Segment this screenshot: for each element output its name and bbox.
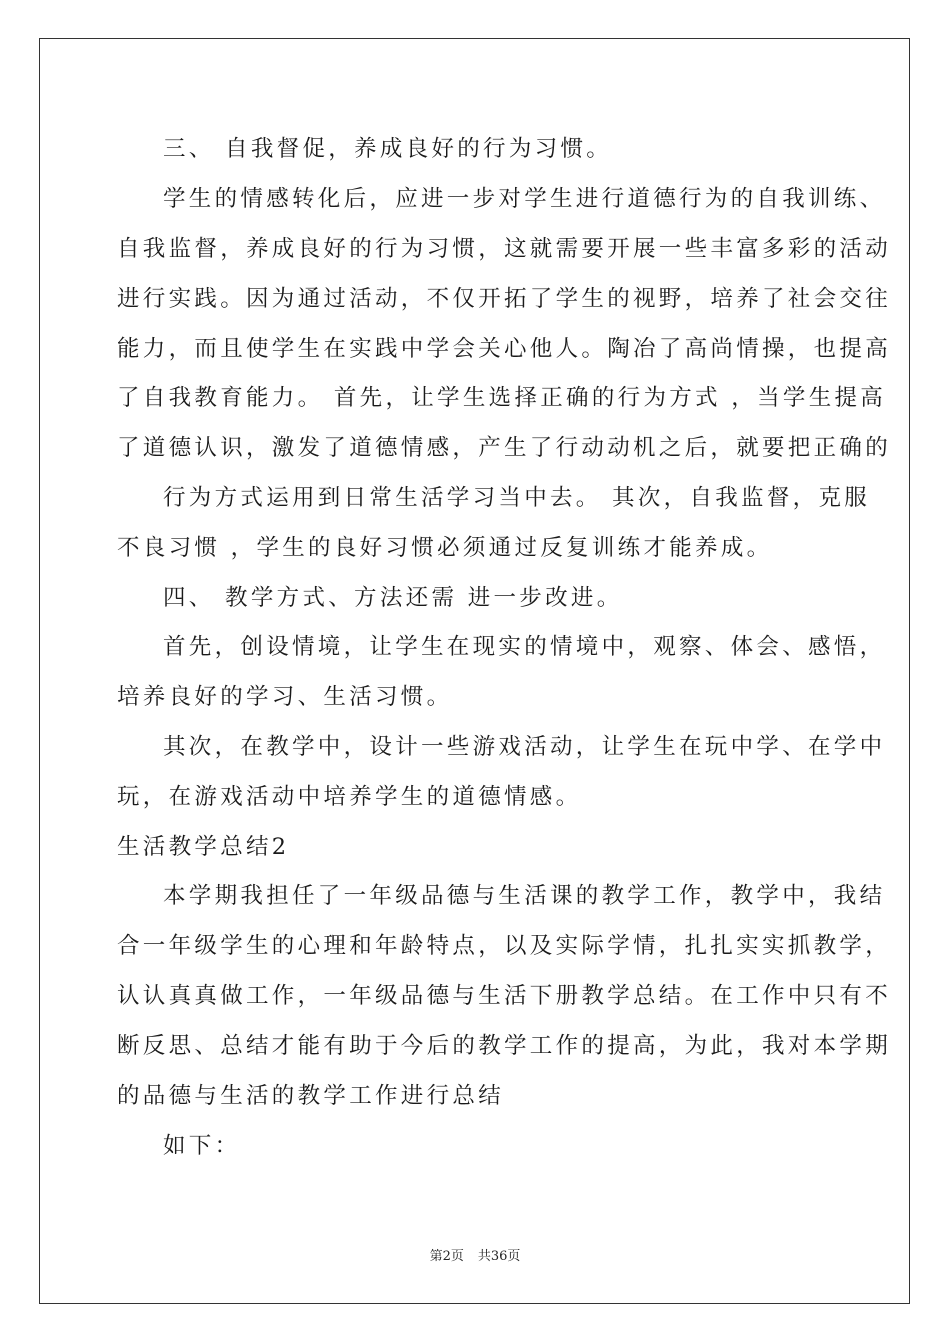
paragraph-line: 合一年级学生的心理和年龄特点，以及实际学情，扎扎实实抓教学， bbox=[117, 933, 892, 959]
paragraph-line: 了道德认识，激发了道德情感，产生了行动动机之后，就要把正确的 bbox=[117, 435, 892, 461]
paragraph-line: 了自我教育能力。 首先，让学生选择正确的行为方式 ，当学生提高 bbox=[117, 385, 887, 411]
paragraph-line: 其次，在教学中，设计一些游戏活动，让学生在玩中学、在学中 bbox=[163, 734, 886, 760]
paragraph-line: 玩，在游戏活动中培养学生的道德情感。 bbox=[117, 784, 582, 810]
section-heading-3: 三、 自我督促，养成良好的行为习惯。 bbox=[163, 136, 613, 162]
paragraph-line: 进行实践。因为通过活动，不仅开拓了学生的视野，培养了社会交往 bbox=[117, 286, 892, 312]
paragraph-line: 培养良好的学习、生活习惯。 bbox=[117, 684, 453, 710]
paragraph-line: 不良习惯 ，学生的良好习惯必须通过反复训练才能养成。 bbox=[117, 535, 773, 561]
paragraph-line: 认认真真做工作，一年级品德与生活下册教学总结。在工作中只有不 bbox=[117, 983, 892, 1009]
page-total: 共36页 bbox=[477, 1249, 521, 1264]
paragraph-line: 首先，创设情境，让学生在现实的情境中，观察、体会、感悟， bbox=[163, 634, 886, 660]
article-title: 生活教学总结2 bbox=[117, 834, 290, 860]
paragraph-line: 的品德与生活的教学工作进行总结 bbox=[117, 1083, 505, 1109]
paragraph-line: 本学期我担任了一年级品德与生活课的教学工作，教学中，我结 bbox=[163, 883, 886, 909]
page-number: 第2页 bbox=[429, 1249, 464, 1264]
paragraph-line: 能力，而且使学生在实践中学会关心他人。陶冶了高尚情操，也提高 bbox=[117, 336, 892, 362]
paragraph-line: 行为方式运用到日常生活学习当中去。 其次，自我监督，克服 bbox=[163, 485, 871, 511]
paragraph-line: 断反思、总结才能有助于今后的教学工作的提高，为此，我对本学期 bbox=[117, 1033, 892, 1059]
page-border bbox=[39, 38, 910, 1304]
paragraph-line: 学生的情感转化后，应进一步对学生进行道德行为的自我训练、 bbox=[163, 186, 886, 212]
paragraph-line: 自我监督，养成良好的行为习惯，这就需要开展一些丰富多彩的活动 bbox=[117, 236, 892, 262]
page-footer bbox=[0, 1249, 950, 1265]
paragraph-line: 如下： bbox=[163, 1133, 241, 1159]
section-heading-4: 四、 教学方式、方法还需 进一步改进。 bbox=[163, 585, 623, 611]
